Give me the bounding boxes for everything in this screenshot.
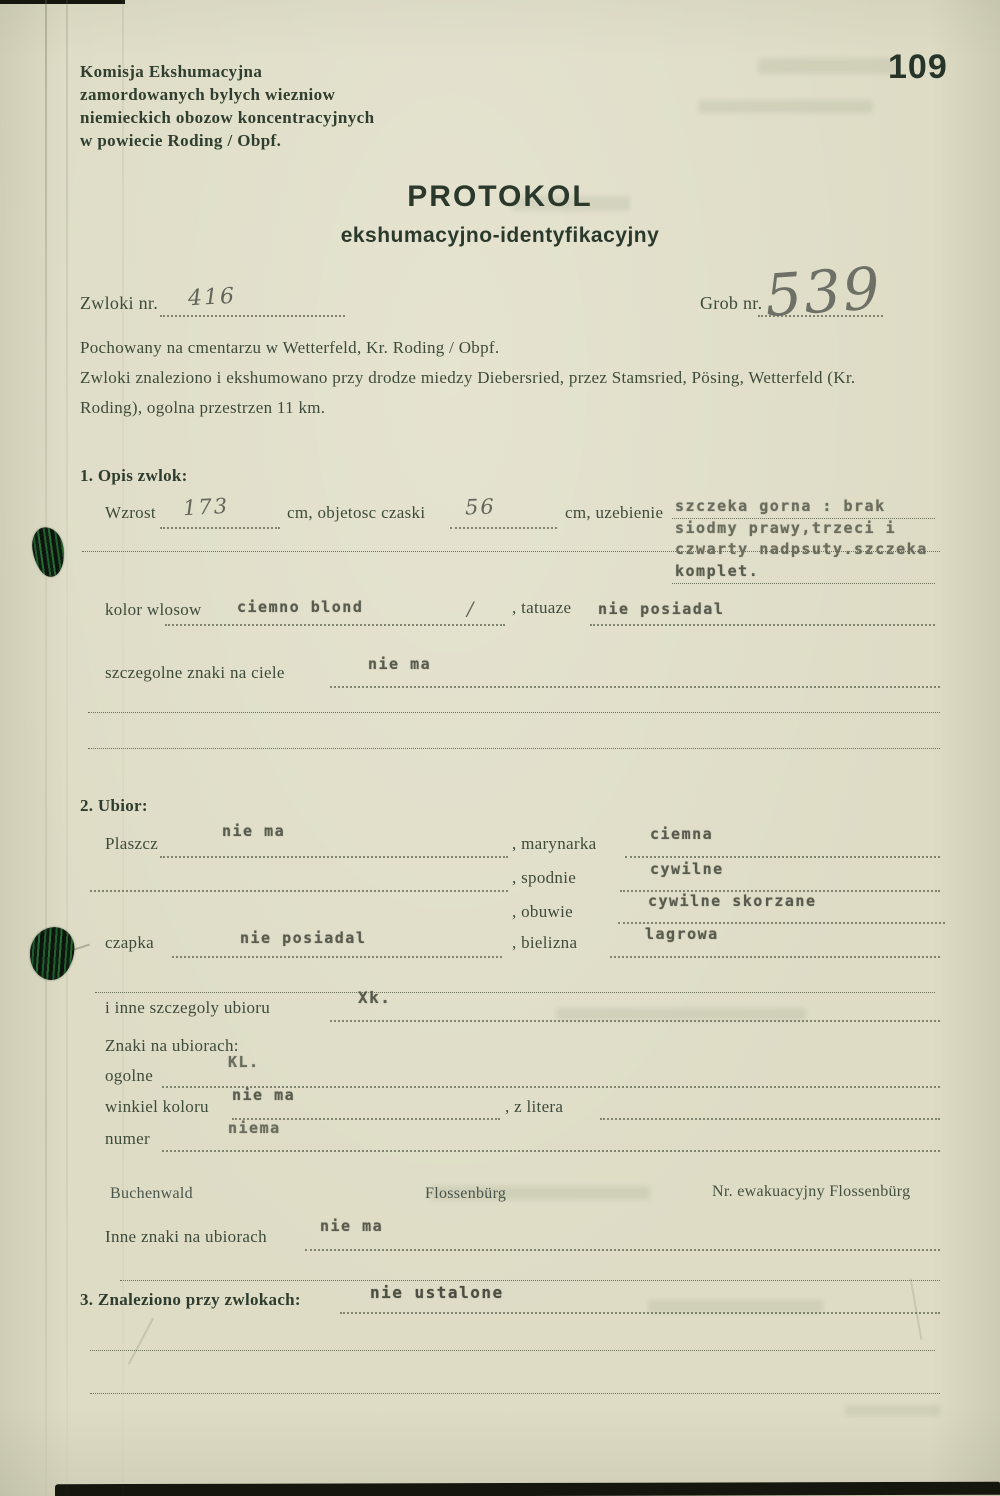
wzrost-label: Wzrost [105,503,156,522]
pencil-stroke [910,1278,923,1339]
plaszcz-line [160,856,508,858]
kolor-wlosow-label: kolor wlosow [105,600,202,619]
inne-znaki-line [305,1249,940,1251]
zwloki-nr-value: 416 [187,283,237,312]
uzebienie-line-4: komplet. [675,562,760,580]
empty-line [90,1393,940,1394]
obuwie-value: cywilne skorzane [648,892,817,910]
pencil-scribble [74,944,90,951]
obuwie-line [618,922,945,924]
objetosc-label: cm, objetosc czaski [287,503,426,522]
scan-edge-top [0,0,125,4]
numer-value: niema [228,1119,281,1137]
found-line-1: Zwloki znaleziono i ekshumowano przy drodze miedzy Diebersried, przez Stamsried, Pösing, Wetterfeld (Kr. [80,368,856,387]
punch-hole [28,926,76,982]
bleed-smudge [698,100,873,113]
winkiel-label: winkiel koloru [105,1097,209,1116]
spodnie-label: , spodnie [512,868,577,887]
kolor-wlosow-value: ciemno blond [237,598,364,616]
grob-nr-label: Grob nr. [700,293,763,313]
inne-szczegoly-value: Xk. [358,988,392,1007]
plaszcz-value: nie ma [222,822,286,840]
pencil-stroke [128,1318,154,1365]
spodnie-value: cywilne [650,860,724,878]
kolor-slash-mark: / [467,598,476,620]
inne-znaki-label: Inne znaki na ubiorach [105,1227,267,1246]
czaski-value: 56 [464,494,497,520]
empty-line [95,992,935,993]
section1-heading: 1. Opis zwlok: [80,466,188,485]
winkiel-value: nie ma [232,1086,296,1104]
bleed-smudge [556,1008,806,1020]
z-litera-label: , z litera [505,1097,564,1116]
tatuaze-label: , tatuaze [512,598,572,617]
zwloki-nr-line [160,315,345,317]
grob-nr-value: 539 [762,254,884,330]
czapka-label: czapka [105,933,154,952]
tatuaze-value: nie posiadal [598,600,725,618]
numer-line [162,1150,940,1152]
bielizna-line [610,956,940,958]
header-line: Komisja Ekshumacyjna [80,62,263,81]
czaski-line [450,527,557,529]
numer-label: numer [105,1129,150,1148]
marynarka-label: , marynarka [512,834,597,853]
camp-ewakuacyjny-label: Nr. ewakuacyjny Flossenbürg [712,1183,911,1200]
uzebienie-line-3: czwarty nadpsuty.szczeka [675,540,928,558]
uzebienie-dotline-4 [672,583,935,584]
header-line: niemieckich obozow koncentracyjnych [80,108,375,127]
header-line: w powiecie Roding / Obpf. [80,131,282,150]
bleed-smudge [758,58,898,74]
burial-line: Pochowany na cmentarzu w Wetterfeld, Kr. Roding / Obpf. [80,338,500,357]
kolor-wlosow-line [165,624,505,626]
found-line-2: Roding), ogolna przestrzen 11 km. [80,398,326,417]
camp-buchenwald-label: Buchenwald [110,1185,193,1202]
empty-line [120,1280,940,1281]
inne-znaki-value: nie ma [320,1217,384,1235]
obuwie-label: , obuwie [512,902,573,921]
znaki-na-ubiorach-heading: Znaki na ubiorach: [105,1036,239,1055]
empty-line [88,712,940,713]
uzebienie-line-2: siodmy prawy,trzeci i [675,519,897,537]
marynarka-value: ciemna [650,825,714,843]
left-empty-line [90,890,508,892]
szczegolne-znaki-value: nie ma [368,655,432,673]
bielizna-label: , bielizna [512,933,578,952]
wzrost-value: 173 [182,493,230,521]
ogolne-value: KL. [228,1053,260,1071]
section2-heading: 2. Ubior: [80,796,148,815]
ogolne-label: ogolne [105,1066,154,1085]
commission-header [80,60,374,152]
document-title: PROTOKOL [407,180,593,213]
empty-line [90,1350,935,1351]
szczegolne-znaki-line [330,686,940,688]
zwloki-nr-label: Zwloki nr. [80,293,158,313]
uzebienie-line-1: szczeka gorna : brak [675,497,886,515]
inne-szczegoly-label: i inne szczegoly ubioru [105,998,271,1017]
z-litera-line [600,1118,940,1120]
punch-hole [30,525,68,579]
empty-line [88,748,940,749]
header-line: zamordowanych bylych wiezniow [80,85,336,104]
wzrost-line [160,527,280,529]
page-number: 109 [888,48,948,86]
document-subtitle: ekshumacyjno-identyfikacyjny [340,224,660,247]
section3-value: nie ustalone [370,1283,504,1302]
inne-szczegoly-line [330,1020,940,1022]
plaszcz-label: Plaszcz [105,834,159,853]
section3-line [340,1312,940,1314]
czapka-value: nie posiadal [240,929,367,947]
bielizna-value: lagrowa [645,925,719,943]
section3-heading: 3. Znaleziono przy zwlokach: [80,1290,301,1309]
uzebienie-label: cm, uzebienie [565,503,664,522]
bleed-smudge [845,1405,940,1416]
szczegolne-znaki-label: szczegolne znaki na ciele [105,663,285,682]
tatuaze-line [590,624,935,626]
scan-edge-bottom [55,1482,1000,1496]
czapka-line [172,956,502,958]
camp-flossenburg-label: Flossenbürg [425,1185,507,1202]
marynarka-line [625,856,940,858]
